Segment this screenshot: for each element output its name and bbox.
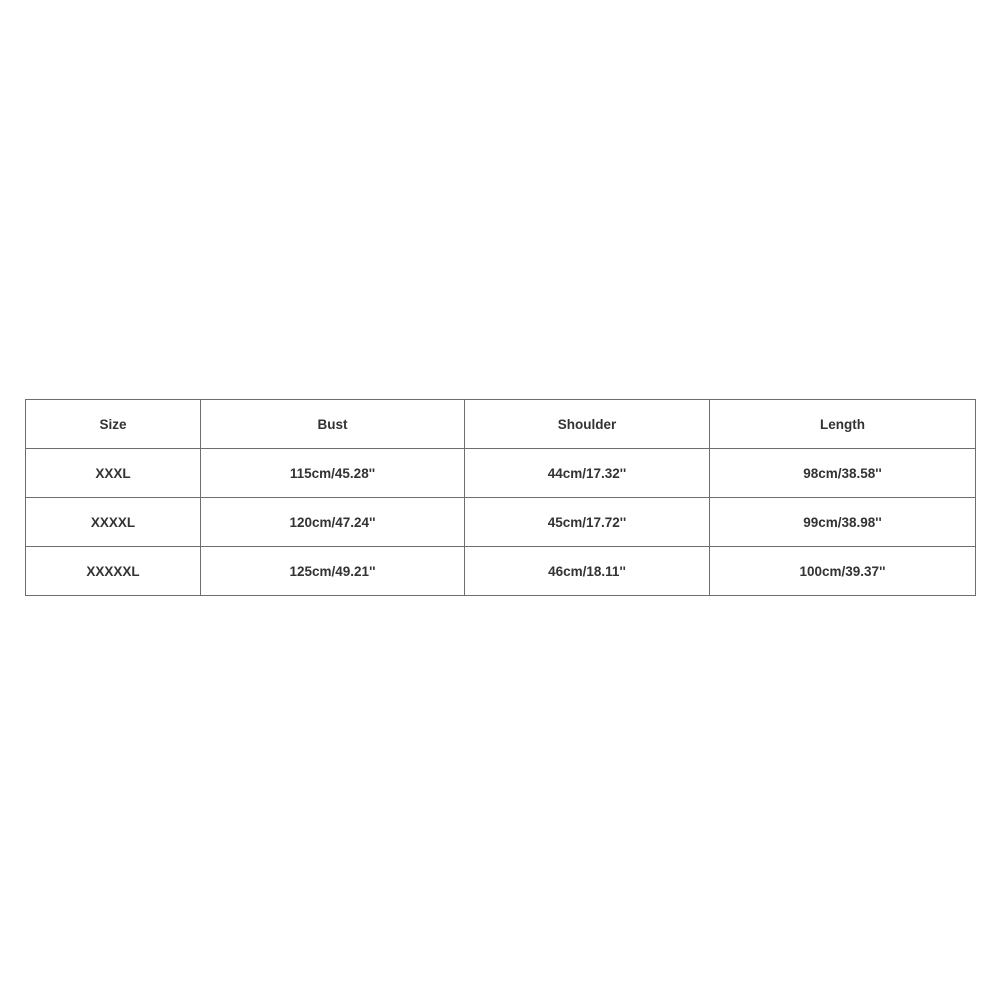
cell-size: XXXXL	[26, 498, 201, 547]
size-chart-table	[25, 399, 976, 596]
table-row	[26, 498, 976, 547]
table-row	[26, 449, 976, 498]
cell-shoulder: 45cm/17.72''	[465, 498, 710, 547]
table-header-row	[26, 400, 976, 449]
cell-shoulder: 46cm/18.11''	[465, 547, 710, 596]
cell-length: 100cm/39.37''	[710, 547, 976, 596]
header-length: Length	[710, 400, 976, 449]
cell-size: XXXXXL	[26, 547, 201, 596]
header-shoulder: Shoulder	[465, 400, 710, 449]
header-size: Size	[26, 400, 201, 449]
cell-bust: 125cm/49.21''	[201, 547, 465, 596]
table-row	[26, 547, 976, 596]
header-bust: Bust	[201, 400, 465, 449]
cell-shoulder: 44cm/17.32''	[465, 449, 710, 498]
cell-length: 99cm/38.98''	[710, 498, 976, 547]
cell-length: 98cm/38.58''	[710, 449, 976, 498]
cell-bust: 120cm/47.24''	[201, 498, 465, 547]
cell-size: XXXL	[26, 449, 201, 498]
cell-bust: 115cm/45.28''	[201, 449, 465, 498]
